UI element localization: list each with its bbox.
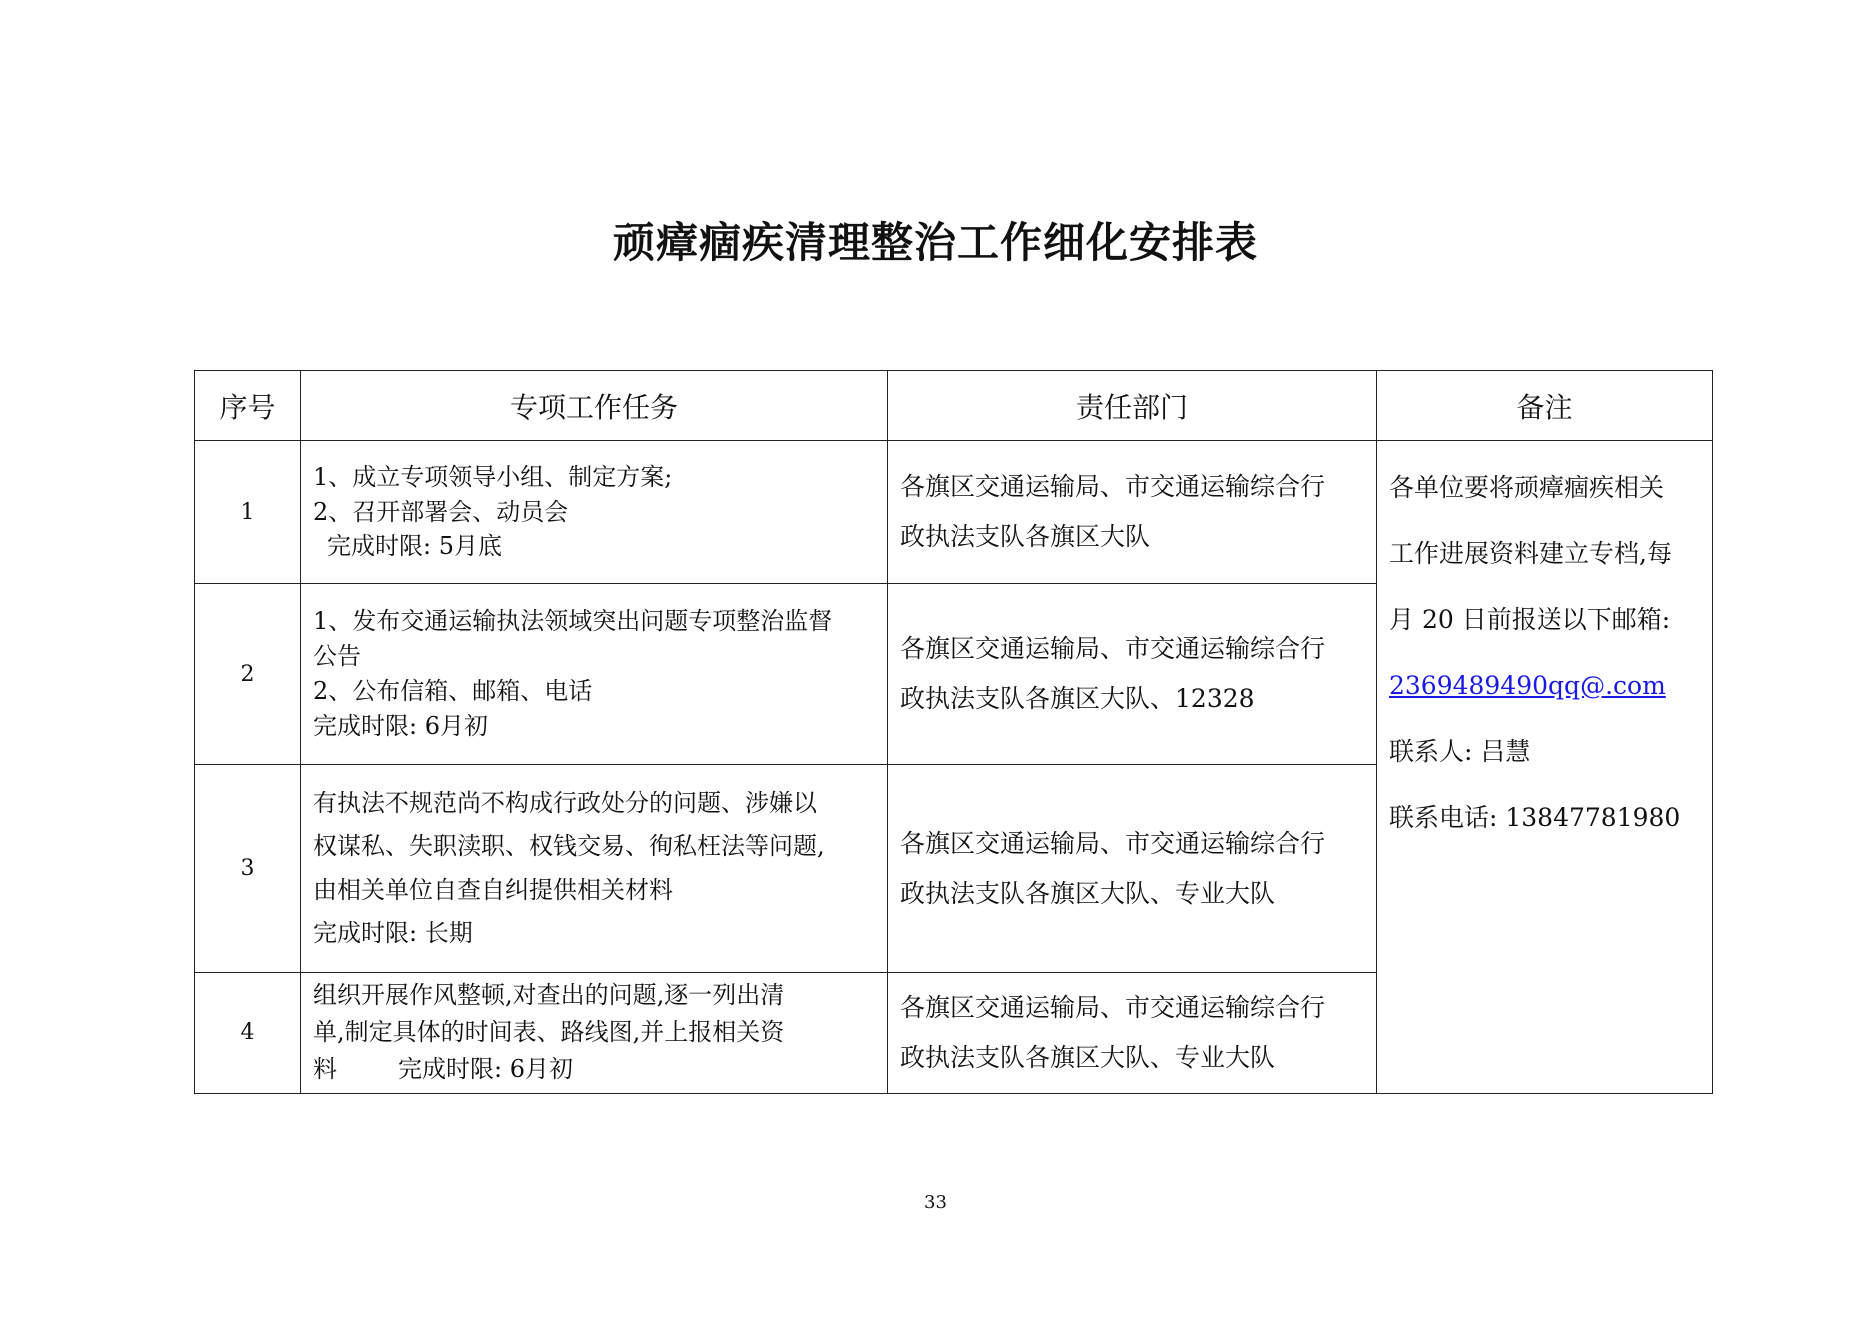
page-number: 33 bbox=[924, 1192, 947, 1213]
row-department bbox=[888, 584, 1377, 765]
row-serial: 4 bbox=[195, 973, 301, 1094]
header-task: 专项工作任务 bbox=[301, 371, 888, 441]
remarks-line: 月 20 日前报送以下邮箱: bbox=[1389, 605, 1671, 634]
task-line: 1、发布交通运输执法领域突出问题专项整治监督 bbox=[313, 607, 833, 636]
task-line: 料 完成时限: 6月初 bbox=[313, 1055, 574, 1084]
row-department bbox=[888, 765, 1377, 973]
row-serial: 3 bbox=[195, 765, 301, 973]
row-task bbox=[301, 765, 888, 973]
contact-person: 联系人: 吕慧 bbox=[1389, 737, 1531, 766]
header-remarks: 备注 bbox=[1377, 371, 1713, 441]
header-serial: 序号 bbox=[195, 371, 301, 441]
remarks-line: 工作进展资料建立专档,每 bbox=[1389, 539, 1672, 568]
row-serial: 1 bbox=[195, 441, 301, 584]
dept-line: 政执法支队各旗区大队、专业大队 bbox=[900, 1042, 1276, 1072]
task-line: 由相关单位自查自纠提供相关材料 bbox=[313, 875, 673, 904]
remarks-cell bbox=[1377, 441, 1713, 1094]
task-line: 权谋私、失职渎职、权钱交易、徇私枉法等问题, bbox=[313, 832, 825, 861]
task-line: 2、公布信箱、邮箱、电话 bbox=[313, 677, 593, 705]
dept-line: 各旗区交通运输局、市交通运输综合行 bbox=[900, 634, 1326, 663]
dept-line: 政执法支队各旗区大队、专业大队 bbox=[900, 878, 1276, 908]
task-line: 单,制定具体的时间表、路线图,并上报相关资 bbox=[313, 1018, 785, 1047]
work-arrangement-table bbox=[194, 370, 1713, 1094]
contact-phone: 联系电话: 13847781980 bbox=[1389, 803, 1681, 832]
dept-line: 政执法支队各旗区大队、12328 bbox=[900, 684, 1255, 713]
task-deadline: 完成时限: 5月底 bbox=[327, 532, 502, 561]
dept-line: 政执法支队各旗区大队 bbox=[900, 522, 1151, 551]
remarks-line: 各单位要将顽瘴痼疾相关 bbox=[1389, 473, 1665, 502]
row-department bbox=[888, 441, 1377, 584]
row-task bbox=[301, 973, 888, 1094]
task-line: 1、成立专项领导小组、制定方案; bbox=[313, 462, 673, 491]
task-deadline: 完成时限: 长期 bbox=[313, 918, 473, 947]
document-title: 顽瘴痼疾清理整治工作细化安排表 bbox=[612, 218, 1258, 267]
row-serial: 2 bbox=[195, 584, 301, 765]
task-line: 2、召开部署会、动员会 bbox=[313, 497, 569, 526]
dept-line: 各旗区交通运输局、市交通运输综合行 bbox=[900, 472, 1326, 501]
task-deadline: 完成时限: 6月初 bbox=[313, 711, 488, 740]
table-row bbox=[195, 441, 1713, 584]
dept-line: 各旗区交通运输局、市交通运输综合行 bbox=[900, 828, 1326, 858]
table-header-row bbox=[195, 371, 1713, 441]
task-line: 组织开展作风整顿,对查出的问题,逐一列出清 bbox=[313, 981, 785, 1009]
row-task bbox=[301, 441, 888, 584]
row-department bbox=[888, 973, 1377, 1094]
task-line: 公告 bbox=[313, 642, 361, 671]
header-department: 责任部门 bbox=[888, 371, 1377, 441]
email-link[interactable]: 2369489490qq@.com bbox=[1389, 671, 1666, 700]
task-line: 有执法不规范尚不构成行政处分的问题、涉嫌以 bbox=[313, 789, 817, 818]
dept-line: 各旗区交通运输局、市交通运输综合行 bbox=[900, 992, 1326, 1022]
row-task bbox=[301, 584, 888, 765]
